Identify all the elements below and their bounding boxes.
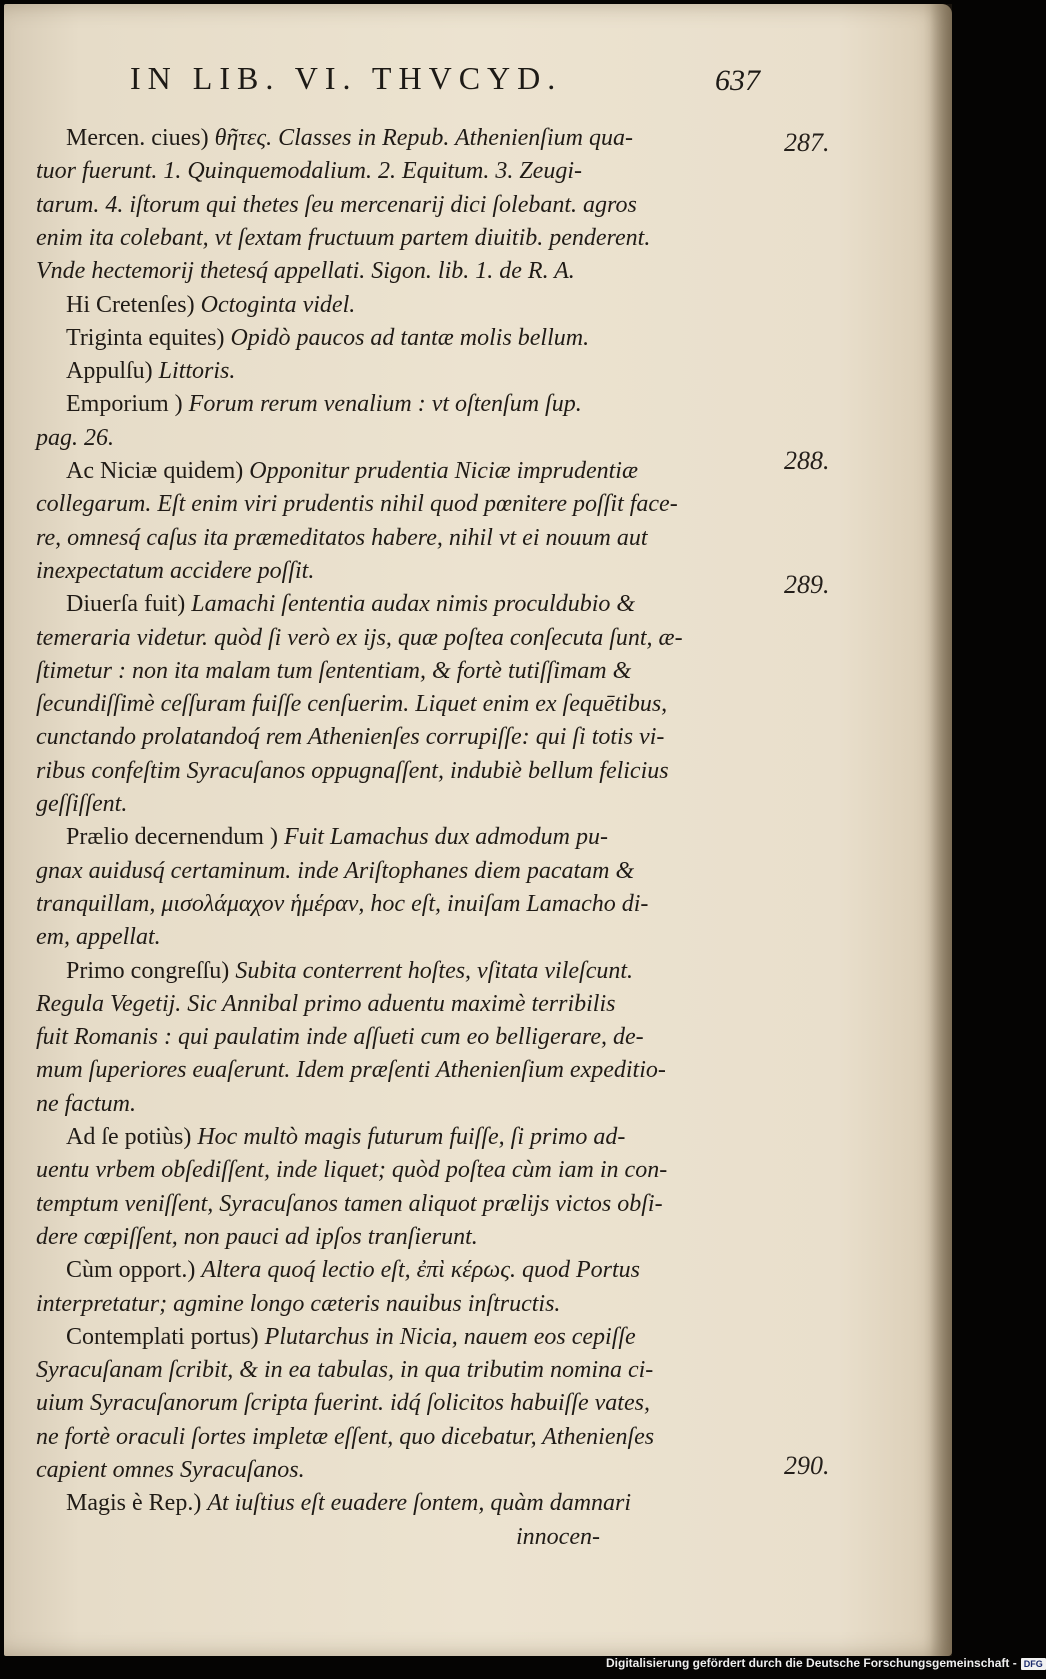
lemma: Primo congreſſu) [66, 957, 230, 984]
text-line [66, 289, 770, 322]
commentary-text: ribus confeſtim Syracuſanos oppugnaſſent, indubiè bellum felicius [36, 757, 669, 784]
text-line [66, 322, 770, 355]
text-line [36, 255, 770, 288]
text-line [36, 522, 770, 555]
lemma: Contemplati portus) [66, 1323, 259, 1350]
text-line [36, 888, 770, 921]
page-number: 637 [715, 64, 760, 97]
text-line [36, 1154, 770, 1187]
lemma: Prælio decernendum ) [66, 824, 278, 851]
commentary-text: innocen- [516, 1523, 600, 1550]
commentary-text: tranquillam, μισολάμαχον ἡμέραν, hoc eſt, inuiſam Lamacho di- [36, 890, 649, 917]
lemma: Appulſu) [66, 358, 153, 385]
text-line [36, 555, 770, 588]
commentary-text: Opponitur prudentia Niciæ imprudentiæ [249, 458, 638, 484]
lemma: Magis è Rep.) [66, 1490, 202, 1517]
dfg-logo: DFG [1021, 1658, 1046, 1670]
commentary-text: inexpectatum accidere poſſit. [36, 557, 315, 584]
text-line [36, 1421, 770, 1454]
commentary-text: Octoginta videl. [200, 291, 356, 318]
commentary-text: Plutarchus in Nicia, nauem eos cepiſſe [264, 1323, 636, 1350]
text-line [36, 622, 770, 655]
lemma: Cùm opport.) [66, 1257, 196, 1284]
commentary-text: Regula Vegetij. Sic Annibal primo aduentu maximè terribilis [36, 990, 616, 1017]
digitization-credit [606, 1656, 1046, 1670]
commentary-text: temeraria videtur. quòd ſi verò ex ijs, quæ poſtea conſecuta ſunt, æ- [36, 624, 683, 651]
commentary-text: gnax auidusq́ certaminum. inde Ariſtophanes diem pacatam & [36, 857, 635, 884]
text-line [36, 921, 770, 954]
lemma: Mercen. ciues) [66, 125, 209, 151]
commentary-text: tuor fuerunt. 1. Quinquemodalium. 2. Equitum. 3. Zeugi- [36, 158, 582, 185]
text-line [36, 1088, 770, 1121]
lemma: Ad ſe potiùs) [66, 1124, 192, 1150]
margin-number-290: 290. [784, 1451, 830, 1480]
margin-number-289: 289. [784, 570, 830, 599]
text-line [66, 1254, 770, 1287]
text-line [66, 821, 770, 854]
lemma: Hi Cretenſes) [66, 291, 195, 318]
commentary-text: Forum rerum venalium : vt oſtenſum ſup. [188, 391, 582, 418]
commentary-text: At iuſtius eſt euadere ſontem, quàm damnari [207, 1490, 632, 1517]
commentary-text: mum ſuperiores euaſerunt. Idem præſenti Athenienſium expeditio- [36, 1057, 666, 1084]
text-line [36, 1021, 770, 1054]
text-line [36, 788, 770, 821]
text-line [66, 1121, 770, 1154]
margin-number-287: 287. [784, 128, 830, 157]
commentary-text: collegarum. Eſt enim viri prudentis nihil quod pœnitere poſſit face- [36, 491, 678, 518]
commentary-text: ne fortè oraculi ſortes impletæ eſſent, quo dicebatur, Athenienſes [36, 1423, 655, 1450]
lemma: Triginta equites) [66, 324, 225, 351]
commentary-text: capient omnes Syracuſanos. [36, 1457, 305, 1483]
commentary-text: interpretatur; agmine longo cæteris nauibus inſtructis. [36, 1290, 561, 1317]
commentary-text: ſecundiſſimè ceſſuram fuiſſe cenſuerim. Liquet enim ex ſequētibus, [36, 691, 668, 718]
commentary-text: enim ita colebant, vt ſextam fructuum partem diuitib. penderent. [36, 224, 651, 251]
commentary-text: uium Syracuſanorum ſcripta fuerint. idq́ ſolicitos habuiſſe vates, [36, 1390, 650, 1417]
commentary-text: Fuit Lamachus dux admodum pu- [283, 824, 608, 851]
text-line [36, 1221, 770, 1254]
margin-number-288: 288. [784, 446, 830, 475]
text-line [66, 122, 770, 155]
text-line [36, 222, 770, 255]
text-line [36, 1054, 770, 1087]
text-line [36, 655, 770, 688]
commentary-text: re, omnesq́ caſus ita præmeditatos habere, nihil vt ei nouum aut [36, 524, 648, 551]
text-line [66, 388, 770, 421]
text-line [66, 455, 770, 488]
commentary-text: cunctando prolatandoq́ rem Athenienſes corrupiſſe: qui ſi totis vi- [36, 724, 665, 751]
commentary-text: Syracuſanam ſcribit, & in ea tabulas, in qua tributim nomina ci- [36, 1357, 654, 1384]
commentary-text: Vnde hectemorij thetesq́ appellati. Sigon. lib. 1. de R. A. [36, 258, 575, 285]
text-line [36, 988, 770, 1021]
text-line [36, 755, 770, 788]
commentary-text: ne factum. [36, 1090, 136, 1117]
text-line [36, 721, 770, 754]
commentary-text: θῆτες. Classes in Repub. Athenienſium qua- [214, 125, 633, 151]
text-line [516, 1521, 770, 1554]
commentary-text: pag. 26. [36, 424, 114, 451]
commentary-text: fuit Romanis : qui paulatim inde aſſueti cum eo belligerare, de- [36, 1024, 644, 1051]
text-line [66, 955, 770, 988]
commentary-text: Subita conterrent hoſtes, vſitata vileſcunt. [235, 957, 634, 984]
running-header [130, 56, 760, 106]
text-line [36, 1454, 770, 1487]
commentary-text: Lamachi ſententia audax nimis proculdubio & [191, 591, 636, 618]
commentary-text: dere cœpiſſent, non pauci ad ipſos tranſierunt. [36, 1223, 478, 1250]
commentary-text: Altera quoq́ lectio eſt, ἐπὶ κέρως. quod Portus [201, 1257, 640, 1284]
commentary-text: tarum. 4. iſtorum qui thetes ſeu mercenarij dici ſolebant. agros [36, 191, 637, 218]
text-line [36, 189, 770, 222]
credit-text: Digitalisierung gefördert durch die Deutsche Forschungsgemeinschaft - [606, 1656, 1017, 1670]
commentary-text: em, appellat. [36, 924, 161, 951]
text-line [36, 688, 770, 721]
text-line [36, 1188, 770, 1221]
text-line [36, 855, 770, 888]
commentary-text: Littoris. [158, 358, 236, 385]
commentary-text: uentu vrbem obſediſſent, inde liquet; quòd poſtea cùm iam in con- [36, 1157, 668, 1184]
text-line [66, 355, 770, 388]
text-line [36, 1387, 770, 1420]
commentary-text: geſſiſſent. [36, 791, 128, 817]
commentary-text: temptum veniſſent, Syracuſanos tamen aliquot prælijs victos obſi- [36, 1190, 663, 1217]
text-line [36, 155, 770, 188]
running-title: IN LIB. VI. THVCYD. [130, 60, 563, 96]
text-line [36, 1288, 770, 1321]
commentary-text: Hoc multò magis futurum fuiſſe, ſi primo ad- [197, 1124, 626, 1150]
lemma: Diuerſa fuit) [66, 591, 186, 618]
text-line [66, 1487, 770, 1520]
commentary-text: Opidò paucos ad tantæ molis bellum. [230, 324, 590, 351]
text-line [66, 1321, 770, 1354]
text-line [36, 488, 770, 521]
text-line [66, 588, 770, 621]
book-page [4, 4, 952, 1656]
text-line [36, 1354, 770, 1387]
commentary-text: ſtimetur : non ita malam tum ſententiam, & fortè tutiſſimam & [36, 657, 632, 684]
lemma: Emporium ) [66, 391, 183, 418]
lemma: Ac Niciæ quidem) [66, 458, 244, 484]
text-line [36, 422, 770, 455]
